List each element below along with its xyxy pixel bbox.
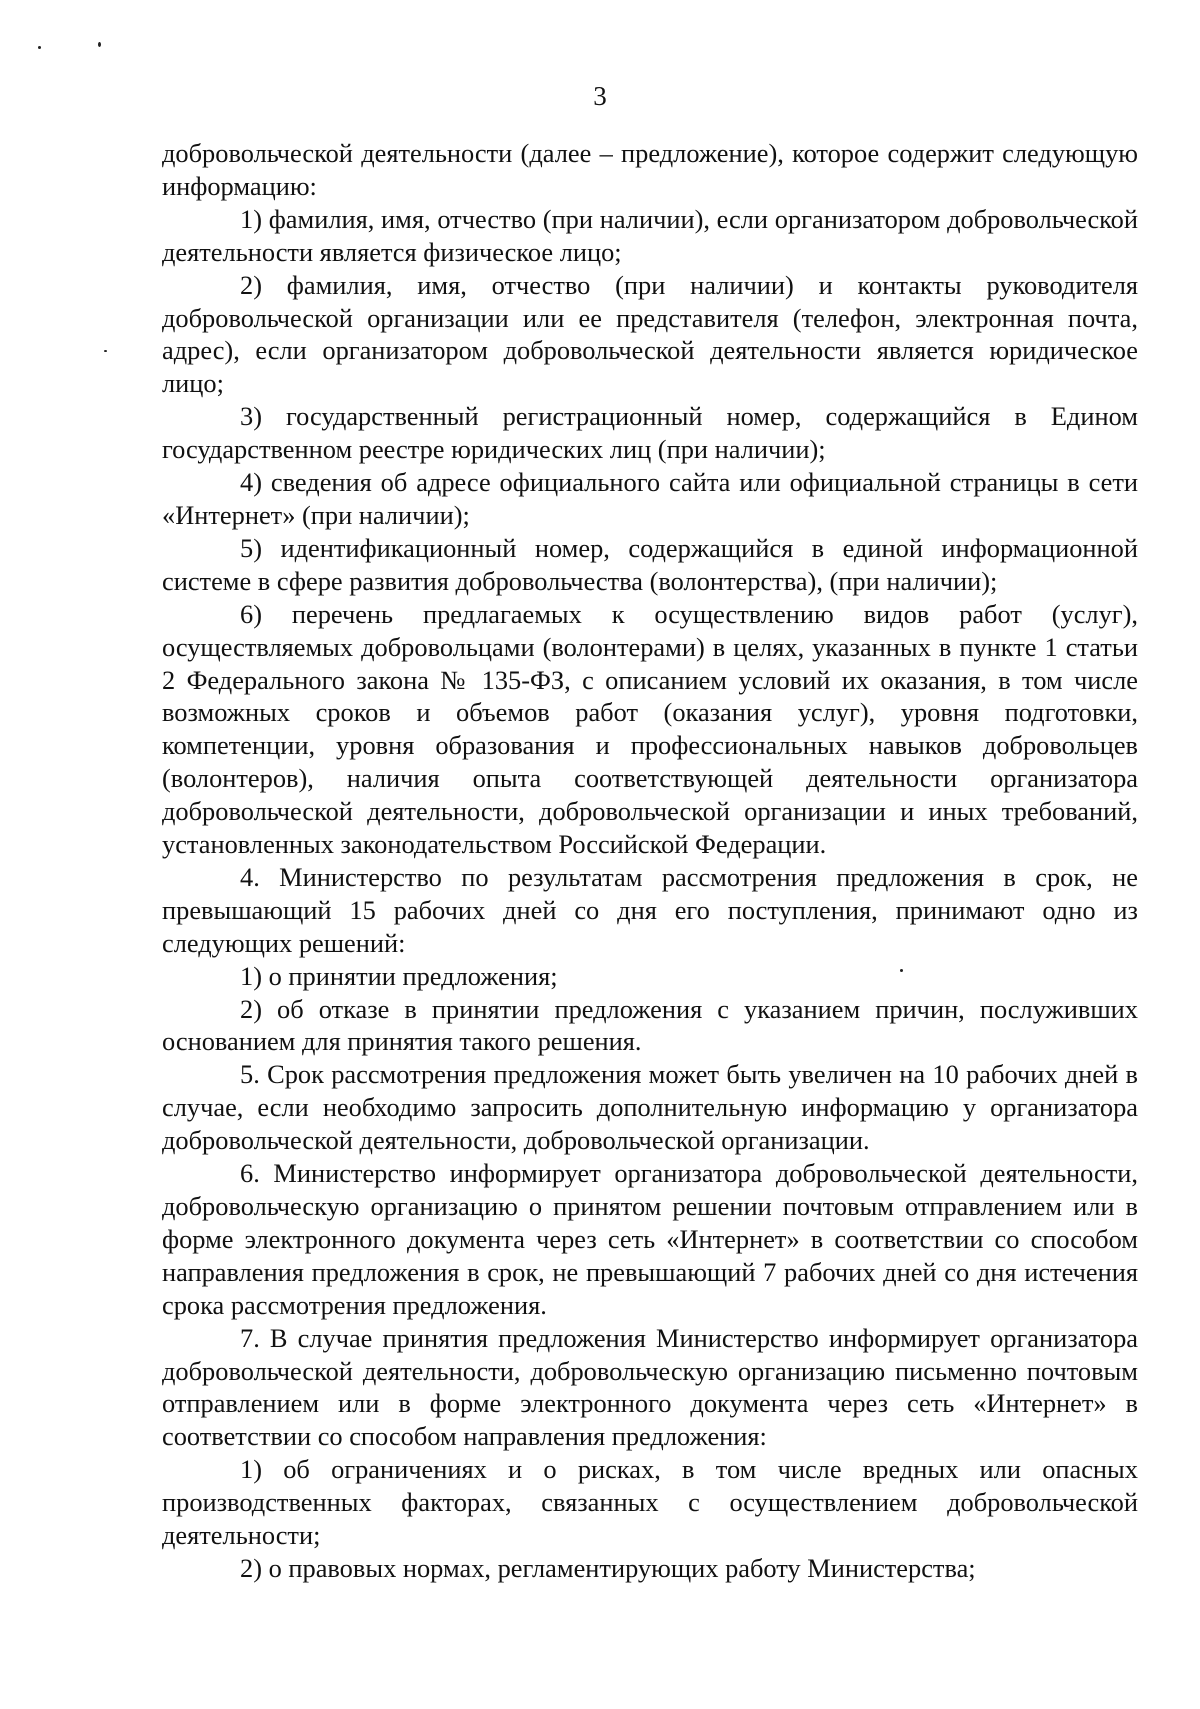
paragraph: добровольческой деятельности (далее – предложение), которое содержит следующую информацию: xyxy=(162,138,1138,201)
list-item: 4) сведения об адресе официального сайта или официальной страницы в сети «Интернет» (при наличии); xyxy=(162,467,1138,530)
list-item: 2) о правовых нормах, регламентирующих работу Министерства; xyxy=(240,1552,976,1583)
paragraph: 7. В случае принятия предложения Министерство информирует организатора добровольческой деятельности, добровольческую организацию письменно почтовым отправлением или в форме электронного документа через сеть «Интернет» в соответствии со способом направления предложения: xyxy=(162,1322,1138,1452)
list-item: 5) идентификационный номер, содержащийся в единой информационной системе в сфере развития добровольчества (волонтерства), (при наличии); xyxy=(162,532,1138,596)
page-number: 3 xyxy=(593,81,607,111)
list-item: 3) государственный регистрационный номер, содержащийся в Едином государственном реестре юридических лиц (при наличии); xyxy=(162,401,1138,465)
list-item: 1) фамилия, имя, отчество (при наличии), если организатором добровольческой деятельности является физическое лицо; xyxy=(162,203,1138,267)
paragraph: 6. Министерство информирует организатора добровольческой деятельности, добровольческую организацию о принятом решении почтовым отправлением или в форме электронного документа через сеть «Интернет» в соответствии со способом направления предложения в срок, не превышающий 7 рабочих дней со дня истечения срока рассмотрения предложения. xyxy=(162,1158,1138,1320)
list-item: 2) фамилия, имя, отчество (при наличии) и контакты руководителя добровольческой организации или ее представителя (телефон, электронная почта, адрес), если организатором добровольческой деятельности является юридическое лицо; xyxy=(162,269,1138,399)
scan-speck xyxy=(98,42,101,47)
list-item: 6) перечень предлагаемых к осуществлению видов работ (услуг), осуществляемых добровольцами (волонтерами) в целях, указанных в пункте 1 статьи 2 Федерального закона № 135-ФЗ, с описанием условий их оказания, в том числе возможных сроков и объемов работ (оказания услуг), уровня подготовки, компетенции, уровня образования и профессиональных навыков добровольцев (волонтеров), наличия опыта соответствующей деятельности организатора добровольческой деятельности, добровольческой организации и иных требований, установленных законодательством Российской Федерации. xyxy=(162,598,1138,860)
paragraph: 4. Министерство по результатам рассмотрения предложения в срок, не превышающий 15 рабочих дней со дня его поступления, принимают одно из следующих решений: xyxy=(162,861,1138,958)
list-item: 1) о принятии предложения; xyxy=(240,960,558,991)
paragraph: 5. Срок рассмотрения предложения может быть увеличен на 10 рабочих дней в случае, если необходимо запросить дополнительную информацию у организатора добровольческой деятельности, добровольческой организации. xyxy=(162,1059,1138,1156)
list-item: 2) об отказе в принятии предложения с указанием причин, послуживших основанием для принятия такого решения. xyxy=(162,993,1138,1057)
scan-speck xyxy=(38,46,41,49)
list-item: 1) об ограничениях и о рисках, в том числе вредных или опасных производственных факторах, связанных с осуществлением добровольческой деятельности; xyxy=(162,1454,1138,1551)
document-body xyxy=(162,137,1138,1585)
scan-speck xyxy=(104,350,107,352)
